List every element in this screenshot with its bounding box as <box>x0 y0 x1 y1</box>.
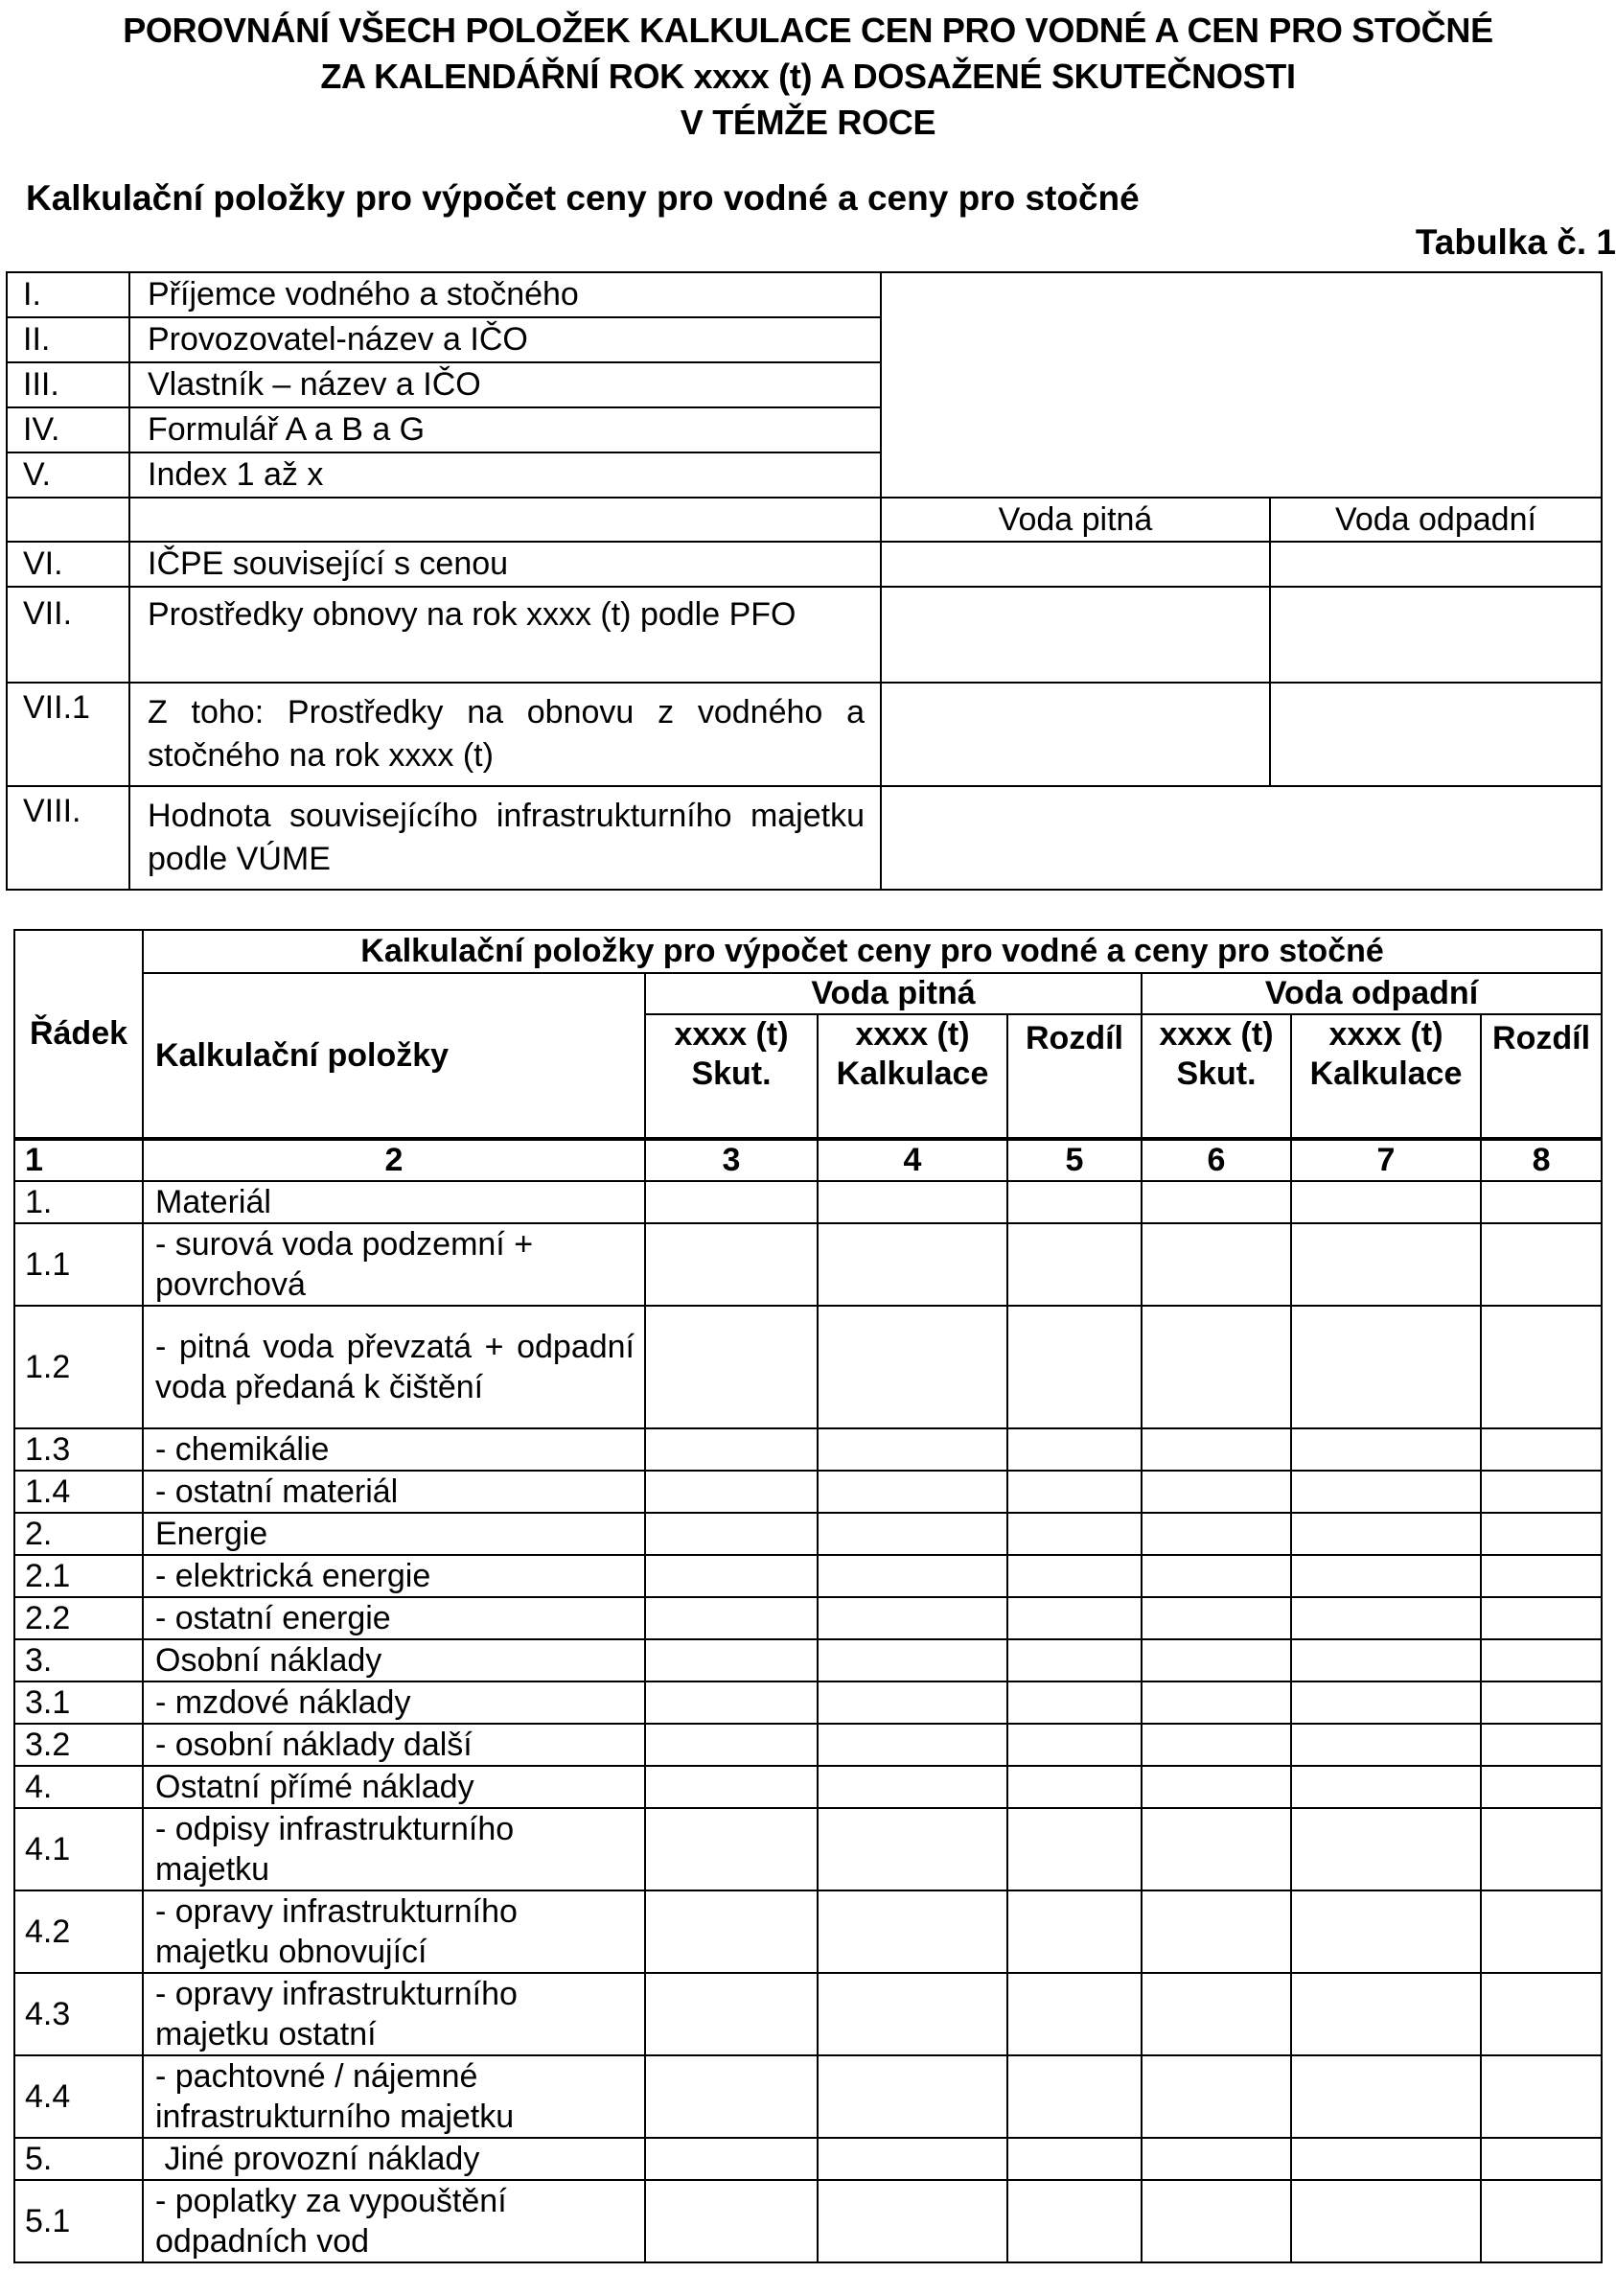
value-cell[interactable] <box>1142 1766 1291 1808</box>
row-number: 4. <box>14 1766 143 1808</box>
row-number: 1. <box>14 1181 143 1223</box>
info-row-label: IČPE související s cenou <box>129 542 881 587</box>
value-cell[interactable] <box>1481 2180 1602 2262</box>
row-label: - opravy infrastrukturního majetku ostatní <box>143 1973 645 2055</box>
value-cell[interactable] <box>645 1223 818 1306</box>
value-cell[interactable] <box>818 1428 1007 1471</box>
header-row-2 <box>14 973 1602 1014</box>
value-cell[interactable] <box>1291 1306 1481 1428</box>
info-header-row <box>7 498 1602 542</box>
value-cell[interactable] <box>1481 1639 1602 1681</box>
value-cell[interactable] <box>645 1428 818 1471</box>
year-pitna-kalk: xxxx (t) <box>818 1014 1007 1055</box>
table-row <box>14 1597 1602 1639</box>
table-row <box>14 1681 1602 1724</box>
row-number: 3.2 <box>14 1724 143 1766</box>
value-cell[interactable] <box>1007 1471 1142 1513</box>
value-cell[interactable] <box>1291 1223 1481 1306</box>
value-cell[interactable] <box>1007 1428 1142 1471</box>
value-cell[interactable] <box>645 1471 818 1513</box>
value-cell[interactable] <box>1007 1223 1142 1306</box>
col-number: 7 <box>1291 1139 1481 1181</box>
value-cell[interactable] <box>1291 2055 1481 2138</box>
value-cell[interactable] <box>1291 1724 1481 1766</box>
kalkulace-odpadni: Kalkulace <box>1291 1055 1481 1139</box>
row-label: Energie <box>143 1513 645 1555</box>
value-cell[interactable] <box>645 1513 818 1555</box>
row-label: - ostatní materiál <box>143 1471 645 1513</box>
value-cell[interactable] <box>818 2180 1007 2262</box>
info-row-label: Provozovatel-název a IČO <box>129 317 881 362</box>
value-cell[interactable] <box>818 1306 1007 1428</box>
group-voda-odpadni: Voda odpadní <box>1142 973 1602 1014</box>
info-value-cell[interactable] <box>881 272 1602 498</box>
info-row-num: II. <box>7 317 129 362</box>
row-number: 3.1 <box>14 1681 143 1724</box>
value-cell[interactable] <box>818 1766 1007 1808</box>
info-value-pitna[interactable] <box>881 587 1270 683</box>
value-cell[interactable] <box>1007 1181 1142 1223</box>
info-value-pitna[interactable] <box>881 683 1270 786</box>
row-label: Materiál <box>143 1181 645 1223</box>
info-empty-cell <box>129 498 881 542</box>
info-value-odpadni[interactable] <box>1270 587 1602 683</box>
row-label: - mzdové náklady <box>143 1681 645 1724</box>
value-cell[interactable] <box>1142 1973 1291 2055</box>
table-row <box>14 1724 1602 1766</box>
info-row <box>7 786 1602 890</box>
table-row <box>14 1973 1602 2055</box>
row-label: - surová voda podzemní + povrchová <box>143 1223 645 1306</box>
row-number: 2. <box>14 1513 143 1555</box>
row-number: 4.3 <box>14 1973 143 2055</box>
row-label: - odpisy infrastrukturního majetku <box>143 1808 645 1890</box>
info-value-odpadni[interactable] <box>1270 683 1602 786</box>
value-cell[interactable] <box>1142 1181 1291 1223</box>
value-cell[interactable] <box>1007 1724 1142 1766</box>
info-row-num: VII.1 <box>7 683 129 786</box>
value-cell[interactable] <box>1481 1597 1602 1639</box>
value-cell[interactable] <box>1481 1973 1602 2055</box>
row-number: 1.2 <box>14 1306 143 1428</box>
row-number: 4.2 <box>14 1890 143 1973</box>
value-cell[interactable] <box>1291 2180 1481 2262</box>
value-cell[interactable] <box>1142 1428 1291 1471</box>
value-cell[interactable] <box>1007 2180 1142 2262</box>
value-cell[interactable] <box>1481 1555 1602 1597</box>
table-row <box>14 2180 1602 2262</box>
table-row <box>14 1428 1602 1471</box>
value-cell[interactable] <box>1007 1808 1142 1890</box>
row-number: 5. <box>14 2138 143 2180</box>
info-empty-cell <box>7 498 129 542</box>
value-cell[interactable] <box>818 1973 1007 2055</box>
info-row-num: V. <box>7 452 129 498</box>
value-cell[interactable] <box>1291 1681 1481 1724</box>
row-number: 1.3 <box>14 1428 143 1471</box>
rozdil-pitna: Rozdíl <box>1007 1014 1142 1139</box>
header-row-1 <box>14 930 1602 973</box>
value-cell[interactable] <box>645 1681 818 1724</box>
info-row-label: Z toho: Prostředky na obnovu z vodného a stočného na rok xxxx (t) <box>129 683 881 786</box>
value-cell[interactable] <box>818 1181 1007 1223</box>
row-number: 1.4 <box>14 1471 143 1513</box>
value-cell[interactable] <box>1142 1555 1291 1597</box>
value-cell[interactable] <box>1291 1639 1481 1681</box>
value-cell[interactable] <box>1481 1471 1602 1513</box>
value-cell[interactable] <box>1481 1681 1602 1724</box>
col-number: 8 <box>1481 1139 1602 1181</box>
value-cell[interactable] <box>1481 1306 1602 1428</box>
value-cell[interactable] <box>1291 1890 1481 1973</box>
value-cell[interactable] <box>1142 2138 1291 2180</box>
col-number: 3 <box>645 1139 818 1181</box>
row-label: - pachtovné / nájemné infrastrukturního majetku <box>143 2055 645 2138</box>
value-cell[interactable] <box>1142 2180 1291 2262</box>
title-line-1: POROVNÁNÍ VŠECH POLOŽEK KALKULACE CEN PRO VODNÉ A CEN PRO STOČNÉ <box>123 11 1493 50</box>
value-cell[interactable] <box>1291 1428 1481 1471</box>
value-cell[interactable] <box>1142 1597 1291 1639</box>
title-line-3: V TÉMŽE ROCE <box>680 103 936 142</box>
value-cell[interactable] <box>1481 1428 1602 1471</box>
value-cell[interactable] <box>645 1181 818 1223</box>
value-cell[interactable] <box>1291 1513 1481 1555</box>
value-cell[interactable] <box>818 1555 1007 1597</box>
value-cell[interactable] <box>1291 1181 1481 1223</box>
table-row <box>14 1513 1602 1555</box>
page-title <box>0 8 1616 146</box>
col-number: 6 <box>1142 1139 1291 1181</box>
row-label: - opravy infrastrukturního majetku obnovující <box>143 1890 645 1973</box>
value-cell[interactable] <box>645 2138 818 2180</box>
col-voda-pitna: Voda pitná <box>881 498 1270 542</box>
table-row <box>14 2055 1602 2138</box>
kalkulace-pitna: Kalkulace <box>818 1055 1007 1139</box>
value-cell[interactable] <box>1007 1766 1142 1808</box>
info-value-cell[interactable] <box>881 786 1602 890</box>
value-cell[interactable] <box>645 1808 818 1890</box>
section-subtitle: Kalkulační položky pro výpočet ceny pro vodné a ceny pro stočné <box>26 178 1140 218</box>
value-cell[interactable] <box>1291 1555 1481 1597</box>
value-cell[interactable] <box>645 1724 818 1766</box>
value-cell[interactable] <box>1142 1808 1291 1890</box>
info-row-num: VI. <box>7 542 129 587</box>
value-cell[interactable] <box>1291 1597 1481 1639</box>
info-row-num: VII. <box>7 587 129 683</box>
table-row <box>14 1181 1602 1223</box>
value-cell[interactable] <box>645 1639 818 1681</box>
row-label: - osobní náklady další <box>143 1724 645 1766</box>
value-cell[interactable] <box>645 1306 818 1428</box>
info-row <box>7 542 1602 587</box>
table-row <box>14 1766 1602 1808</box>
value-cell[interactable] <box>645 2055 818 2138</box>
year-odpadni-kalk: xxxx (t) <box>1291 1014 1481 1055</box>
value-cell[interactable] <box>1291 2138 1481 2180</box>
title-line-2: ZA KALENDÁŘNÍ ROK xxxx (t) A DOSAŽENÉ SKUTEČNOSTI <box>320 57 1296 96</box>
value-cell[interactable] <box>1007 1890 1142 1973</box>
col-kalk-polozky: Kalkulační položky <box>143 973 645 1139</box>
value-cell[interactable] <box>1481 1808 1602 1890</box>
value-cell[interactable] <box>1007 1306 1142 1428</box>
row-label: - pitná voda převzatá + odpadní voda předaná k čištění <box>143 1306 645 1428</box>
info-row-label: Prostředky obnovy na rok xxxx (t) podle PFO <box>129 587 881 683</box>
col-number: 1 <box>14 1139 143 1181</box>
value-cell[interactable] <box>818 1513 1007 1555</box>
skut-pitna: Skut. <box>645 1055 818 1139</box>
info-row-label: Hodnota souvisejícího infrastrukturního majetku podle VÚME <box>129 786 881 890</box>
value-cell[interactable] <box>645 1890 818 1973</box>
value-cell[interactable] <box>645 2180 818 2262</box>
value-cell[interactable] <box>1481 1766 1602 1808</box>
value-cell[interactable] <box>1291 1808 1481 1890</box>
info-row-label: Vlastník – název a IČO <box>129 362 881 407</box>
header-span: Kalkulační položky pro výpočet ceny pro vodné a ceny pro stočné <box>143 930 1602 973</box>
value-cell[interactable] <box>1481 1890 1602 1973</box>
value-cell[interactable] <box>1142 1223 1291 1306</box>
info-value-odpadni[interactable] <box>1270 542 1602 587</box>
info-row-num: I. <box>7 272 129 317</box>
skut-odpadni: Skut. <box>1142 1055 1291 1139</box>
value-cell[interactable] <box>1142 1681 1291 1724</box>
value-cell[interactable] <box>818 2138 1007 2180</box>
value-cell[interactable] <box>818 1681 1007 1724</box>
value-cell[interactable] <box>1481 1181 1602 1223</box>
value-cell[interactable] <box>1007 1681 1142 1724</box>
info-row-num: VIII. <box>7 786 129 890</box>
value-cell[interactable] <box>818 1597 1007 1639</box>
value-cell[interactable] <box>1481 2055 1602 2138</box>
table-row <box>14 1555 1602 1597</box>
table-row <box>14 1639 1602 1681</box>
info-row-num: IV. <box>7 407 129 452</box>
rozdil-odpadni: Rozdíl <box>1481 1014 1602 1139</box>
row-number: 2.1 <box>14 1555 143 1597</box>
value-cell[interactable] <box>818 1808 1007 1890</box>
info-row <box>7 272 1602 317</box>
row-label: - ostatní energie <box>143 1597 645 1639</box>
main-table <box>13 929 1603 2263</box>
value-cell[interactable] <box>1007 1513 1142 1555</box>
row-label: Ostatní přímé náklady <box>143 1766 645 1808</box>
value-cell[interactable] <box>1291 1766 1481 1808</box>
col-number: 4 <box>818 1139 1007 1181</box>
info-row <box>7 683 1602 786</box>
value-cell[interactable] <box>818 1223 1007 1306</box>
info-value-pitna[interactable] <box>881 542 1270 587</box>
table-row <box>14 1306 1602 1428</box>
info-row-label: Příjemce vodného a stočného <box>129 272 881 317</box>
col-number: 2 <box>143 1139 645 1181</box>
row-label: - elektrická energie <box>143 1555 645 1597</box>
row-number: 4.4 <box>14 2055 143 2138</box>
value-cell[interactable] <box>818 1471 1007 1513</box>
info-row <box>7 587 1602 683</box>
table-row <box>14 1471 1602 1513</box>
table-row <box>14 1890 1602 1973</box>
column-number-row <box>14 1139 1602 1181</box>
value-cell[interactable] <box>818 1890 1007 1973</box>
year-pitna-skut: xxxx (t) <box>645 1014 818 1055</box>
col-radek: Řádek <box>14 930 143 1139</box>
value-cell[interactable] <box>1481 1724 1602 1766</box>
value-cell[interactable] <box>1007 1639 1142 1681</box>
value-cell[interactable] <box>1291 1471 1481 1513</box>
col-voda-odpadni: Voda odpadní <box>1270 498 1602 542</box>
value-cell[interactable] <box>1142 1639 1291 1681</box>
value-cell[interactable] <box>1007 1973 1142 2055</box>
row-number: 3. <box>14 1639 143 1681</box>
value-cell[interactable] <box>1291 1973 1481 2055</box>
row-number: 1.1 <box>14 1223 143 1306</box>
info-row-label: Index 1 až x <box>129 452 881 498</box>
value-cell[interactable] <box>645 1555 818 1597</box>
value-cell[interactable] <box>645 1766 818 1808</box>
row-number: 5.1 <box>14 2180 143 2262</box>
table-number-label: Tabulka č. 1 <box>1415 222 1616 262</box>
row-label: Osobní náklady <box>143 1639 645 1681</box>
table-row <box>14 1808 1602 1890</box>
group-voda-pitna: Voda pitná <box>645 973 1142 1014</box>
value-cell[interactable] <box>645 1973 818 2055</box>
value-cell[interactable] <box>1007 1597 1142 1639</box>
row-number: 2.2 <box>14 1597 143 1639</box>
value-cell[interactable] <box>1481 1513 1602 1555</box>
info-row-label: Formulář A a B a G <box>129 407 881 452</box>
col-number: 5 <box>1007 1139 1142 1181</box>
row-number: 4.1 <box>14 1808 143 1890</box>
value-cell[interactable] <box>1481 2138 1602 2180</box>
info-row-num: III. <box>7 362 129 407</box>
year-odpadni-skut: xxxx (t) <box>1142 1014 1291 1055</box>
value-cell[interactable] <box>818 1724 1007 1766</box>
value-cell[interactable] <box>645 1597 818 1639</box>
value-cell[interactable] <box>1007 1555 1142 1597</box>
value-cell[interactable] <box>1481 1223 1602 1306</box>
value-cell[interactable] <box>818 2055 1007 2138</box>
table-row <box>14 2138 1602 2180</box>
info-table <box>6 271 1603 891</box>
value-cell[interactable] <box>1142 1471 1291 1513</box>
value-cell[interactable] <box>1142 1513 1291 1555</box>
value-cell[interactable] <box>1007 2138 1142 2180</box>
table-row <box>14 1223 1602 1306</box>
value-cell[interactable] <box>1142 1724 1291 1766</box>
value-cell[interactable] <box>1007 2055 1142 2138</box>
value-cell[interactable] <box>818 1639 1007 1681</box>
value-cell[interactable] <box>1142 2055 1291 2138</box>
row-label: - chemikálie <box>143 1428 645 1471</box>
row-label: - poplatky za vypouštění odpadních vod <box>143 2180 645 2262</box>
value-cell[interactable] <box>1142 1890 1291 1973</box>
value-cell[interactable] <box>1142 1306 1291 1428</box>
row-label: Jiné provozní náklady <box>143 2138 645 2180</box>
